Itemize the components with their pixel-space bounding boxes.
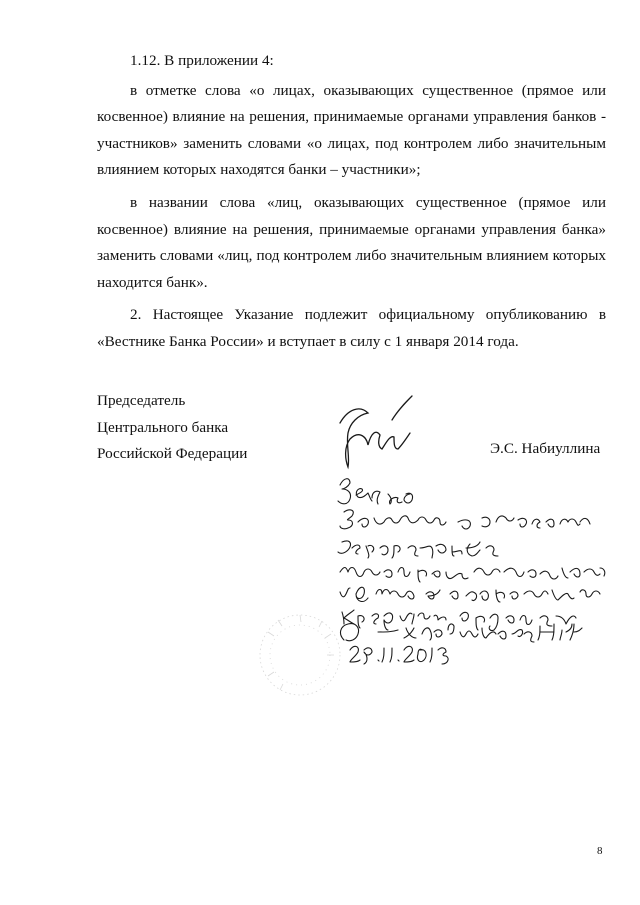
signatory-name: Э.С. Набиуллина <box>490 440 601 457</box>
faded-stamp-mark <box>260 615 340 695</box>
chairman-signature <box>340 396 412 467</box>
signatory-line-1: Председатель <box>97 392 186 409</box>
paragraph-publication: 2. Настоящее Указание подлежит официальному опубликованию в «Вестнике Банка России» и вступает в силу с 1 января 2014 года. <box>97 306 606 350</box>
signatory-line-2: Центрального банка <box>97 418 229 436</box>
paragraph-amendment-2: в названии слова «лиц, оказывающих существенное (прямое или косвенное) влияние на решения, принимаемые органами управления банка» заменить словами «лиц, под контролем либо значительным влиянием которых находится банк». <box>97 193 606 291</box>
section-heading: 1.12. В приложении 4: <box>130 52 274 69</box>
signatory-line-3: Российской Федерации <box>97 445 248 463</box>
handwritten-note-lines <box>338 479 605 664</box>
paragraph-amendment-1: в отметке слова «о лицах, оказывающих существенное (прямое или косвенное) влияние на решения, принимаемые органами управления банков - участников» заменить словами «о лицах, под контролем либо значительным влиянием которых находятся банки – участники»; <box>97 81 606 179</box>
page-number: 8 <box>597 845 603 857</box>
